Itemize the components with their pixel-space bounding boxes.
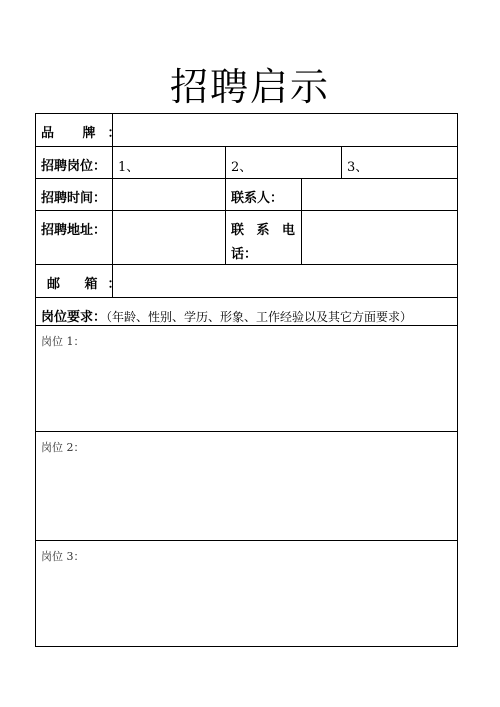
requirements-header [36,298,458,326]
email-field[interactable] [113,265,458,298]
requirement-row-1 [36,326,458,432]
brand-field[interactable] [113,114,458,147]
req-position-1-field[interactable] [36,326,458,432]
req-position-2-field[interactable] [36,432,458,541]
brand-label: 品 牌： [36,114,113,147]
address-phone-row [36,211,458,265]
position-1-field[interactable]: 1、 [113,147,226,179]
req-position-3-field[interactable] [36,541,458,647]
req-position-1-label: 岗位 1： [41,335,85,348]
positions-label: 招聘岗位： [36,147,113,179]
phone-field[interactable] [302,211,458,265]
page-title: 招聘启示 [169,65,330,109]
address-field[interactable] [113,211,226,265]
requirements-label: 岗位要求： [41,310,107,325]
req-position-3-label: 岗位 3： [41,550,85,563]
address-label: 招聘地址： [36,211,113,265]
requirements-hint: （年龄、性别、学历、形象、工作经验以及其它方面要求） [106,310,413,324]
positions-row [36,147,458,179]
phone-label-char-1: 联 [231,223,245,238]
contact-field[interactable] [302,179,458,211]
requirement-row-3 [36,541,458,647]
position-2-field[interactable]: 2、 [226,147,342,179]
email-label: 邮 箱： [36,265,113,298]
phone-label-char-3: 电 [281,223,295,238]
phone-label [226,211,302,265]
time-contact-row [36,179,458,211]
requirements-header-row [36,298,458,326]
contact-label: 联系人： [226,179,302,211]
phone-label-char-2: 系 [256,223,270,238]
time-field[interactable] [113,179,226,211]
requirement-row-2 [36,432,458,541]
email-row [36,265,458,298]
position-3-field[interactable]: 3、 [342,147,458,179]
recruitment-form-table [35,113,458,647]
phone-label-line2: 话： [231,247,258,262]
req-position-2-label: 岗位 2： [41,441,85,454]
time-label: 招聘时间： [36,179,113,211]
brand-row [36,114,458,147]
